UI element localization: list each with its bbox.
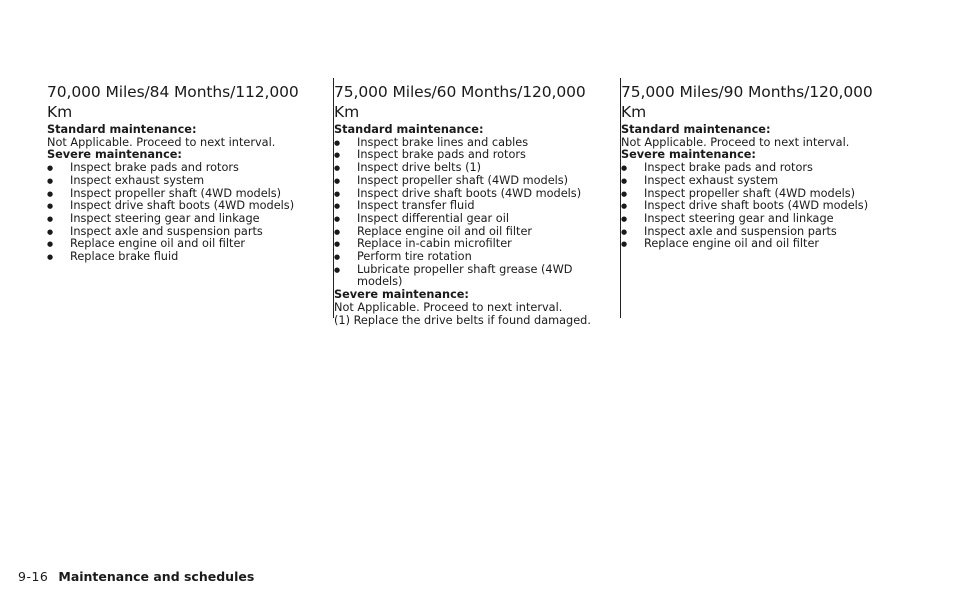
list-item: ● Inspect drive belts (1) (334, 162, 596, 175)
standard-maintenance-text: Not Applicable. Proceed to next interval. (47, 135, 276, 149)
interval-heading: 75,000 Miles/60 Months/120,000 Km (334, 83, 586, 121)
column-75000-miles-90-months (620, 78, 883, 318)
severe-maintenance-list (47, 162, 309, 264)
list-item: ● Inspect propeller shaft (4WD models) (334, 175, 596, 188)
list-item: ● Inspect axle and suspension parts (621, 226, 883, 239)
list-item: ● Replace engine oil and oil filter (621, 238, 883, 251)
list-item: ● Lubricate propeller shaft grease (4WD models) (334, 264, 596, 289)
interval-heading: 70,000 Miles/84 Months/112,000 Km (47, 83, 299, 121)
standard-maintenance-list (334, 137, 596, 289)
list-item: ● Inspect brake pads and rotors (621, 162, 883, 175)
list-item: ● Inspect brake lines and cables (334, 137, 596, 150)
page-footer (18, 569, 254, 584)
list-item: ● Inspect transfer fluid (334, 200, 596, 213)
list-item: ● Inspect steering gear and linkage (47, 213, 309, 226)
list-item: ● Inspect drive shaft boots (4WD models) (47, 200, 309, 213)
list-item: ● Inspect exhaust system (621, 175, 883, 188)
interval-heading: 75,000 Miles/90 Months/120,000 Km (621, 83, 873, 121)
list-item: ● Inspect drive shaft boots (4WD models) (334, 188, 596, 201)
footnote: (1) Replace the drive belts if found damaged. (334, 313, 591, 327)
list-item: ● Replace engine oil and oil filter (47, 238, 309, 251)
list-item: ● Inspect propeller shaft (4WD models) (621, 188, 883, 201)
list-item: ● Replace brake fluid (47, 251, 309, 264)
list-item: ● Inspect exhaust system (47, 175, 309, 188)
list-item: ● Replace in-cabin microfilter (334, 238, 596, 251)
list-item: ● Inspect propeller shaft (4WD models) (47, 188, 309, 201)
list-item: ● Inspect axle and suspension parts (47, 226, 309, 239)
list-item: ● Inspect brake pads and rotors (334, 149, 596, 162)
list-item: ● Perform tire rotation (334, 251, 596, 264)
list-item: ● Inspect steering gear and linkage (621, 213, 883, 226)
page-number: 9-16 (18, 569, 49, 584)
list-item: ● Inspect differential gear oil (334, 213, 596, 226)
standard-maintenance-label: Standard maintenance: (47, 123, 197, 136)
severe-maintenance-label: Severe maintenance: (621, 148, 756, 162)
column-75000-miles-60-months (333, 78, 596, 327)
column-70000-miles (47, 82, 309, 264)
list-item: ● Inspect drive shaft boots (4WD models) (621, 200, 883, 213)
severe-maintenance-list (621, 162, 883, 251)
standard-maintenance-label: Standard maintenance: (621, 123, 771, 136)
standard-maintenance-label: Standard maintenance: (334, 123, 484, 136)
severe-maintenance-label: Severe maintenance: (334, 288, 469, 302)
list-item: ● Inspect brake pads and rotors (47, 162, 309, 175)
severe-maintenance-text: Not Applicable. Proceed to next interval. (334, 300, 563, 314)
standard-maintenance-text: Not Applicable. Proceed to next interval. (621, 135, 850, 149)
severe-maintenance-label: Severe maintenance: (47, 148, 182, 162)
list-item: ● Replace engine oil and oil filter (334, 226, 596, 239)
section-title: Maintenance and schedules (58, 569, 255, 584)
